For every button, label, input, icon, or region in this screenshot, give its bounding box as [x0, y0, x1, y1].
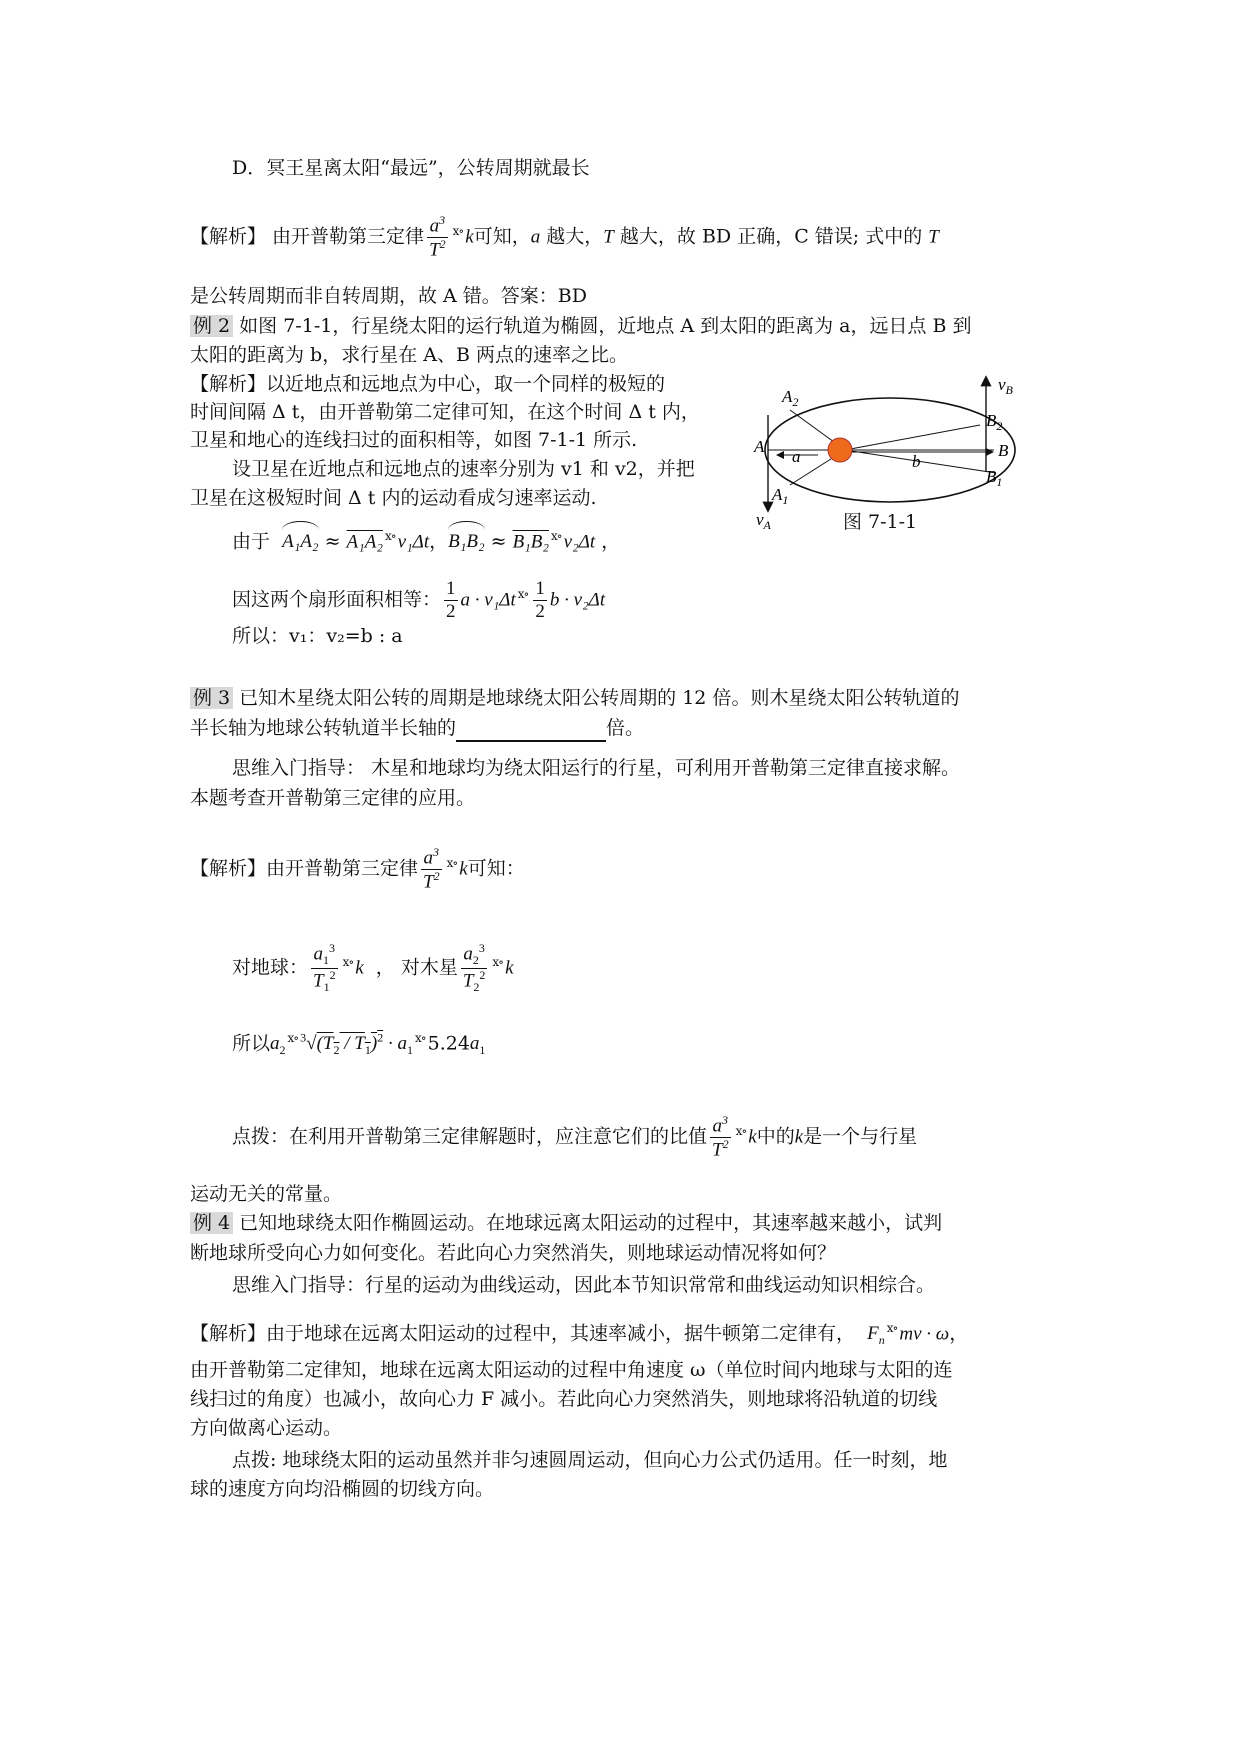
equals-glyph: ⅹ∘ [886, 1321, 898, 1335]
k-symbol: k [459, 858, 468, 880]
example-3-analysis [190, 846, 525, 893]
expr: v₁Δt [397, 531, 430, 553]
equals-glyph: ⅹ∘ [735, 1124, 747, 1139]
text: 已知地球绕太阳作椭圆运动。在地球远离太阳运动的过程中，其速率越来越小，试判 [233, 1212, 943, 1234]
text: 可知： [467, 857, 525, 880]
half-fraction: $\frac{1}{2}$ [446, 578, 456, 622]
var-t: T [928, 226, 939, 248]
line-b2 [845, 425, 980, 450]
text: 【解析】由开普勒第三定律 [190, 857, 419, 880]
var-t: T [603, 226, 614, 248]
expr: mv · ω [899, 1323, 950, 1345]
k-symbol: k [355, 957, 364, 979]
equals-glyph: ⅹ∘ [342, 955, 354, 970]
example-3-hint: 思维入门指导： 木星和地球均为绕太阳运行的行星，可利用开普勒第三定律直接求解。 [232, 757, 961, 779]
example-3-line2 [190, 714, 644, 742]
expr: v₂Δt [563, 531, 596, 553]
figure-caption: 图 7-1-1 [843, 511, 918, 533]
result-value: 5.24 [427, 1032, 470, 1055]
equals-glyph: ⅹ∘ [446, 856, 458, 871]
example-2-analysis-p2: 时间间隔 Δ t，由开普勒第二定律可知，在这个时间 Δ t 内， [190, 401, 700, 423]
example-4-line1 [190, 1209, 942, 1237]
example-2-equation-arc [232, 522, 620, 556]
analysis-1-cont: 是公转周期而非自转周期，故 A 错。答案：BD [190, 285, 587, 307]
example-4-hint: 思维入门指导：行星的运动为曲线运动，因此本节知识常常和曲线运动知识相综合。 [232, 1274, 936, 1296]
half-fraction: $\frac{1}{2}$ [535, 578, 545, 622]
text: 越大，故 BD 正确，C 错误; 式中的 [613, 225, 929, 248]
example-3-result [232, 1024, 485, 1064]
text: 由于 [232, 530, 271, 553]
example-3-hint2: 本题考查开普勒第三定律的应用。 [190, 787, 476, 809]
equals-glyph: ⅹ∘ [452, 224, 464, 239]
example-4-line2: 断地球所受向心力如何变化。若此向心力突然消失，则地球运动情况将如何？ [190, 1242, 837, 1264]
text: 倍。 [606, 717, 645, 739]
equals-glyph: ⅹ∘ [287, 1031, 299, 1045]
example-3-note [232, 1114, 917, 1161]
text: 对地球： [232, 956, 309, 979]
example-3-line1 [190, 684, 959, 712]
example-tag: 例 4 [190, 1212, 233, 1234]
cube-root-expr: $^3√(T_2 / T_1)^2 \cdot a_1$ [300, 1031, 413, 1058]
label-a-dist: a [792, 447, 801, 466]
label-b-dist: b [912, 452, 921, 471]
text: ， [949, 1322, 969, 1345]
example-2-line1 [190, 312, 972, 340]
example-3-note-cont: 运动无关的常量。 [190, 1183, 343, 1205]
k-symbol: k [505, 957, 514, 979]
example-tag: 例 2 [190, 315, 233, 337]
example-2-result: 所以：v₁：v₂=b : a [232, 625, 403, 647]
equals-glyph: ⅹ∘ [517, 587, 529, 602]
example-4-line5: 方向做离心运动。 [190, 1417, 343, 1439]
text: 【解析】由于地球在远离太阳运动的过程中，其速率减小，据牛顿第二定律有， [190, 1322, 856, 1345]
example-2-analysis-p1: 【解析】以近地点和远地点为中心，取一个同样的极短的 [190, 373, 666, 395]
example-tag: 例 3 [190, 687, 233, 709]
kepler3-fraction: $\frac{a^3}{T^2}$ [423, 845, 440, 893]
text: ， [429, 530, 449, 553]
label-b1: $B_1$ [986, 467, 1003, 489]
k-symbol: k [748, 1126, 757, 1148]
example-3-earth-jupiter [232, 942, 514, 995]
text: ， [595, 530, 621, 553]
k-symbol: k [465, 226, 474, 248]
chord-a1a2: A₁A₂ [346, 531, 383, 553]
arc-b1b2: B₁B₂ [448, 528, 484, 556]
equals-glyph: ⅹ∘ [492, 955, 504, 970]
label-a1: $A_1$ [772, 485, 789, 507]
label-a-point: A [754, 437, 765, 456]
jupiter-fraction: $\frac{a_2^3}{T_2^2}$ [462, 941, 486, 995]
text: 中的 [756, 1125, 795, 1148]
example-2-analysis-p4: 设卫星在近地点和远地点的速率分别为 v1 和 v2，并把 [232, 458, 695, 480]
equals-glyph: ⅹ∘ [551, 529, 562, 543]
text: 已知木星绕太阳公转的周期是地球绕太阳公转周期的 12 倍。则木星绕太阳公转轨道的 [233, 687, 960, 709]
kepler3-fraction: $\frac{a^3}{T^2}$ [429, 213, 446, 261]
expr: $a_1$ [469, 1033, 486, 1058]
example-2-equation-area [232, 578, 605, 623]
equals-glyph: ⅹ∘ [414, 1031, 426, 1045]
example-4-line4: 线扫过的角度）也减小，故向心力 F 减小。若此向心力突然消失，则地球将沿轨道的切线 [190, 1388, 938, 1410]
text: 半长轴为地球公转轨道半长轴的 [190, 717, 457, 739]
text: 是一个与行星 [803, 1125, 918, 1148]
label-b-point: B [998, 441, 1009, 460]
text: 越大， [540, 225, 604, 248]
text: 可知， [473, 225, 531, 248]
example-4-analysis [190, 1314, 968, 1354]
approx: ≈ [484, 530, 513, 553]
text: 所以 [232, 1032, 271, 1055]
force-symbol: $F_n$ [867, 1323, 885, 1348]
label-a2: $A_2$ [782, 387, 799, 409]
earth-fraction: $\frac{a_1^3}{T_1^2}$ [313, 941, 336, 995]
text: ， 对木星 [375, 956, 458, 979]
example-4-note1: 点拨: 地球绕太阳的运动虽然并非匀速圆周运动，但向心力公式仍适用。任一时刻，地 [232, 1449, 948, 1471]
analysis-text: 由开普勒第三定律 [266, 225, 425, 248]
chord-b1b2: B₁B₂ [512, 531, 549, 553]
example-4-note2: 球的速度方向均沿椭圆的切线方向。 [190, 1478, 495, 1500]
expr: b · v₂Δt [549, 589, 606, 611]
arc-a1a2: A₁A₂ [282, 528, 318, 556]
example-2-analysis-p5: 卫星在这极短时间 Δ t 内的运动看成匀速率运动. [190, 487, 597, 509]
answer-blank[interactable] [456, 720, 606, 742]
text: 如图 7-1-1，行星绕太阳的运行轨道为椭圆，近地点 A 到太阳的距离为 a，远日点 B 到 [233, 315, 972, 337]
text: 因这两个扇形面积相等： [232, 588, 442, 611]
kepler3-fraction: $\frac{a^3}{T^2}$ [712, 1113, 729, 1161]
equals-glyph: ⅹ∘ [384, 529, 396, 543]
label-va: $v_A$ [756, 510, 771, 532]
option-d: D．冥王星离太阳“最远”，公转周期就最长 [232, 157, 590, 179]
expr: $a_2$ [270, 1033, 286, 1058]
example-2-analysis-p3: 卫星和地心的连线扫过的面积相等，如图 7-1-1 所示. [190, 429, 638, 451]
label-b2: $B_2$ [986, 411, 1003, 433]
example-4-line3: 由开普勒第二定律知，地球在远离太阳运动的过程中角速度 ω（单位时间内地球与太阳的连 [190, 1359, 953, 1381]
example-2-line2: 太阳的距离为 b，求行星在 A、B 两点的速率之比。 [190, 344, 628, 366]
var-a: a [530, 226, 541, 248]
text: 点拨：在利用开普勒第三定律解题时，应注意它们的比值 [232, 1125, 708, 1148]
analysis-label: 【解析】 [190, 225, 267, 248]
k-symbol: k [794, 1126, 804, 1148]
analysis-1 [190, 214, 939, 261]
sun [828, 438, 852, 462]
line-b1 [845, 450, 996, 473]
approx: ≈ [318, 530, 347, 553]
expr: a · v₁Δt [460, 589, 516, 611]
label-vb: $v_B$ [998, 375, 1013, 397]
